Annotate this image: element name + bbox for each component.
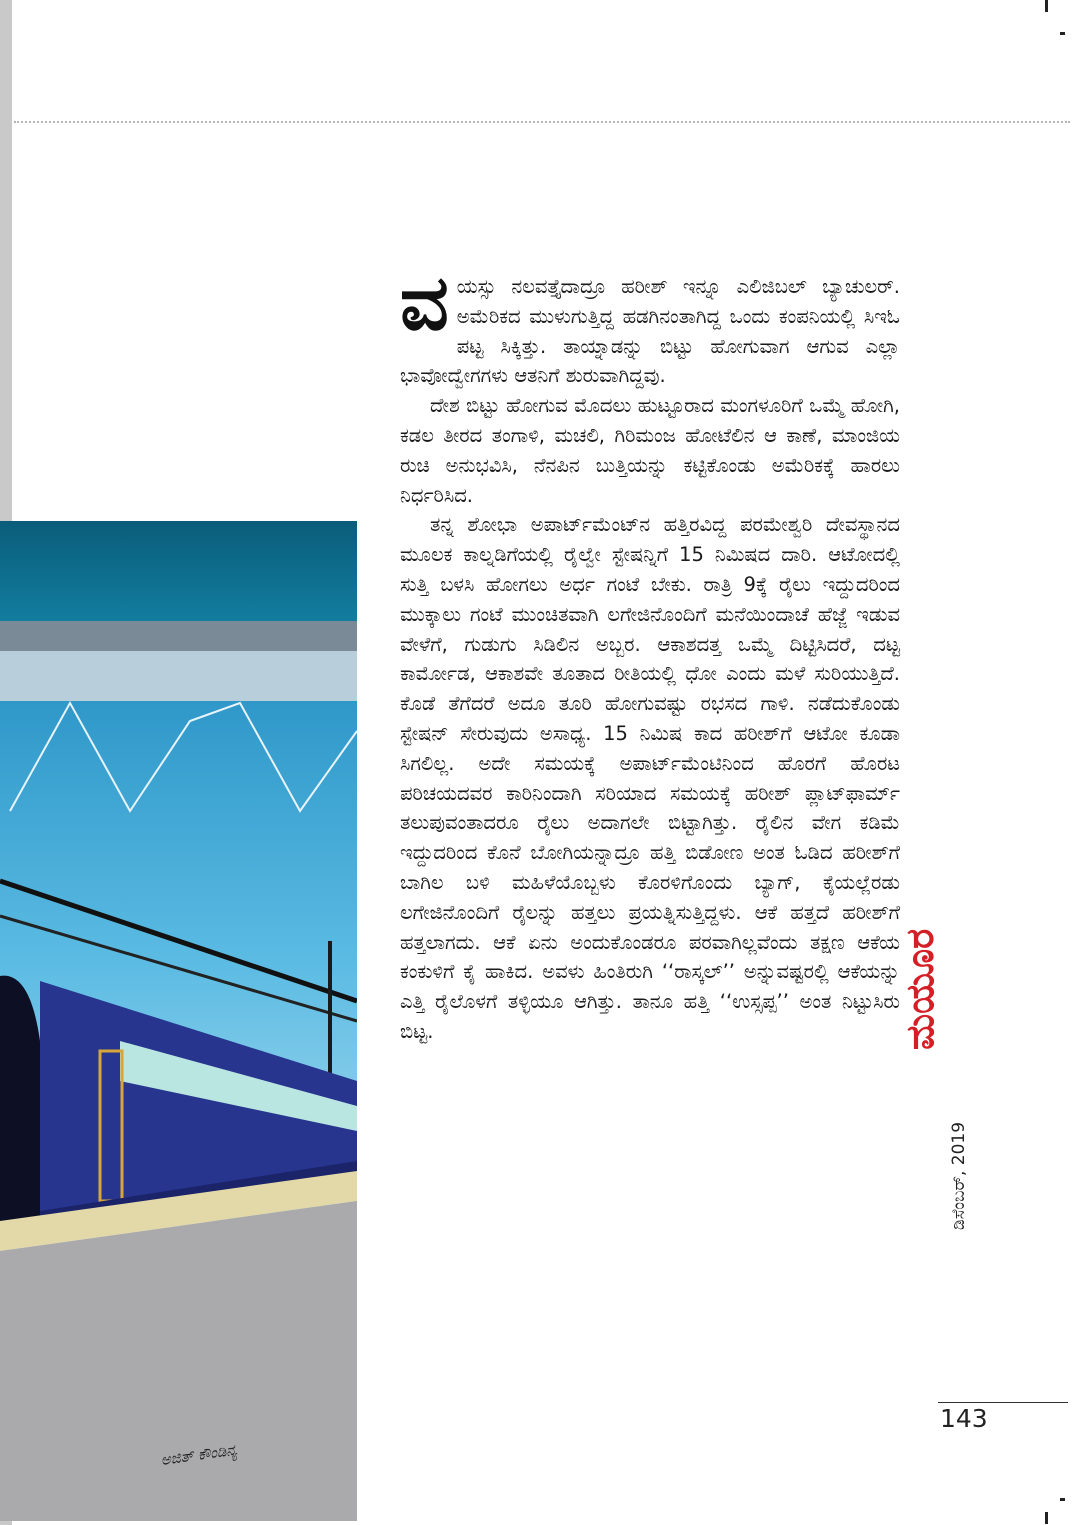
illustrator-signature: ಅಜಿತ್ ಕೌಂಡಿನ್ಯ [159,1440,238,1470]
article-paragraph: ತನ್ನ ಶೋಭಾ ಅಪಾರ್ಟ್‌ಮೆಂಟ್‌ನ ಹತ್ತಿರವಿದ್ದ ಪರಮೇಶ್ವರಿ ದೇವಸ್ಥಾನದ ಮೂಲಕ ಕಾಲ್ನಡಿಗೆಯಲ್ಲಿ ರೈಲ್ವೇ ಸ್ಟೇಷನ್ನಿಗೆ 15 ನಿಮಿಷದ ದಾರಿ. ಆಟೋದಲ್ಲಿ ಸುತ್ತಿ ಬಳಸಿ ಹೋಗಲು ಅರ್ಧ ಗಂಟೆ ಬೇಕು. ರಾತ್ರಿ 9ಕ್ಕೆ ರೈಲು ಇದ್ದುದರಿಂದ ಮುಕ್ಕಾಲು ಗಂಟೆ ಮುಂಚಿತವಾಗಿ ಲಗೇಜಿನೊಂದಿಗೆ ಮನೆಯಿಂದಾಚೆ ಹೆಜ್ಜೆ ಇಡುವ ವೇಳೆಗೆ, ಗುಡುಗು ಸಿಡಿಲಿನ ಅಬ್ಬರ. ಆಕಾಶದತ್ತ ಒಮ್ಮೆ ದಿಟ್ಟಿಸಿದರೆ, ದಟ್ಟ ಕಾರ್ಮೋಡ, ಆಕಾಶವೇ ತೂತಾದ ರೀತಿಯಲ್ಲಿ ಧೋ ಎಂದು ಮಳೆ ಸುರಿಯುತ್ತಿದೆ. ಕೊಡೆ ತೆಗೆದರೆ ಅದೂ ತೂರಿ ಹೋಗುವಷ್ಟು ರಭಸದ ಗಾಳಿ. ನಡೆದುಕೊಂಡು ಸ್ಟೇಷನ್ ಸೇರುವುದು ಅಸಾಧ್ಯ. 15 ನಿಮಿಷ ಕಾದ ಹರೀಶ್‌ಗೆ ಆಟೋ ಕೂಡಾ ಸಿಗಲಿಲ್ಲ. ಅದೇ ಸಮಯಕ್ಕೆ ಅಪಾರ್ಟ್‌ಮೆಂಟಿನಿಂದ ಹೊರಗೆ ಹೊರಟ ಪರಿಚಯದವರ ಕಾರಿನಿಂದಾಗಿ ಸರಿಯಾದ ಸಮಯಕ್ಕೆ ಹರೀಶ್ ಪ್ಲಾಟ್‌ಫಾರ್ಮ್ ತಲುಪುವಂತಾದರೂ ರೈಲು ಅದಾಗಲೇ ಬಿಟ್ಟಾಗಿತ್ತು. ರೈಲಿನ ವೇಗ ಕಡಿಮೆ ಇದ್ದುದರಿಂದ ಕೊನೆ ಬೋಗಿಯನ್ನಾದ್ರೂ ಹತ್ತಿ ಬಿಡೋಣ ಅಂತ ಓಡಿದ ಹರೀಶ್‌ಗೆ ಬಾಗಿಲ ಬಳಿ ಮಹಿಳೆಯೊಬ್ಬಳು ಕೊರಳಿಗೊಂದು ಬ್ಯಾಗ್, ಕೈಯಲ್ಲೆರಡು ಲಗೇಜಿನೊಂದಿಗೆ ರೈಲನ್ನು ಹತ್ತಲು ಪ್ರಯತ್ನಿಸುತ್ತಿದ್ದಳು. ಆಕೆ ಹತ್ತದೆ ಹರೀಶ್‌ಗೆ ಹತ್ತಲಾಗದು. ಆಕೆ ಏನು ಅಂದುಕೊಂಡರೂ ಪರವಾಗಿಲ್ಲವೆಂದು ತಕ್ಷಣ ಆಕೆಯ ಕಂಕುಳಿಗೆ ಕೈ ಹಾಕಿದ. ಅವಳು ಹಿಂತಿರುಗಿ ‘‘ರಾಸ್ಕಲ್’’ ಅನ್ನುವಷ್ಟರಲ್ಲಿ ಆಕೆಯನ್ನು ಎತ್ತಿ ರೈಲೊಳಗೆ ತಳ್ಳಿಯೂ ಆಗಿತ್ತು. ತಾನೂ ಹತ್ತಿ ‘‘ಉಸ್ಸಪ್ಪ’’ ಅಂತ ನಿಟ್ಟುಸಿರು ಬಿಟ್ಟ. [400,513,900,1043]
article-paragraph: ದೇಶ ಬಿಟ್ಟು ಹೋಗುವ ಮೊದಲು ಹುಟ್ಟೂರಾದ ಮಂಗಳೂರಿಗೆ ಒಮ್ಮೆ ಹೋಗಿ, ಕಡಲ ತೀರದ ತಂಗಾಳಿ, ಮಚಲಿ, ಗಿರಿಮಂಜ ಹೋಟೆಲಿನ ಆ ಕಾಣೆ, ಮಾಂಜಿಯ ರುಚಿ ಅನುಭವಿಸಿ, ನೆನಪಿನ ಬುತ್ತಿಯನ್ನು ಕಟ್ಟಿಕೊಂಡು ಅಮೆರಿಕಕ್ಕೆ ಹಾರಲು ನಿರ್ಧರಿಸಿದ. [400,394,900,507]
article-paragraph [400,258,900,391]
footer-rule [938,1402,1068,1403]
crop-mark-top [1045,0,1048,12]
crop-mark-top-dot [1060,32,1065,35]
drop-cap: ವ [400,258,449,347]
train-front [0,976,40,1221]
page-number: 143 [940,1404,988,1433]
magazine-logo: ಮಯೂರ [898,928,942,1050]
article-body [400,258,900,1047]
canopy-beam [0,651,357,701]
dotted-separator [14,121,1070,123]
train-station-svg [0,521,357,1521]
issue-date: ಡಿಸೆಂಬರ್, 2019 [949,1121,969,1230]
crop-mark-bottom [1045,1512,1048,1524]
platform [0,1201,357,1521]
crop-mark-bottom-dot [1060,1498,1065,1501]
roof-band [0,521,357,621]
paragraph-text: ಯಸ್ಸು ನಲವತ್ತೈದಾದ್ರೂ ಹರೀಶ್ ಇನ್ನೂ ಎಲಿಜಿಬಲ್ ಬ್ಯಾಚುಲರ್. ಅಮೆರಿಕದ ಮುಳುಗುತ್ತಿದ್ದ ಹಡಗಿನಂತಾಗಿದ್ದ ಒಂದು ಕಂಪನಿಯಲ್ಲಿ ಸಿಇಓ ಪಟ್ಟ ಸಿಕ್ಕಿತ್ತು. ತಾಯ್ನಾಡನ್ನು ಬಿಟ್ಟು ಹೋಗುವಾಗ ಆಗುವ ಎಲ್ಲಾ ಭಾವೋದ್ವೇಗಗಳು ಆತನಿಗೆ ಶುರುವಾಗಿದ್ದವು. [400,275,900,388]
magazine-masthead [900,860,940,1050]
roof-edge [0,621,357,651]
train-station-illustration [0,521,357,1521]
